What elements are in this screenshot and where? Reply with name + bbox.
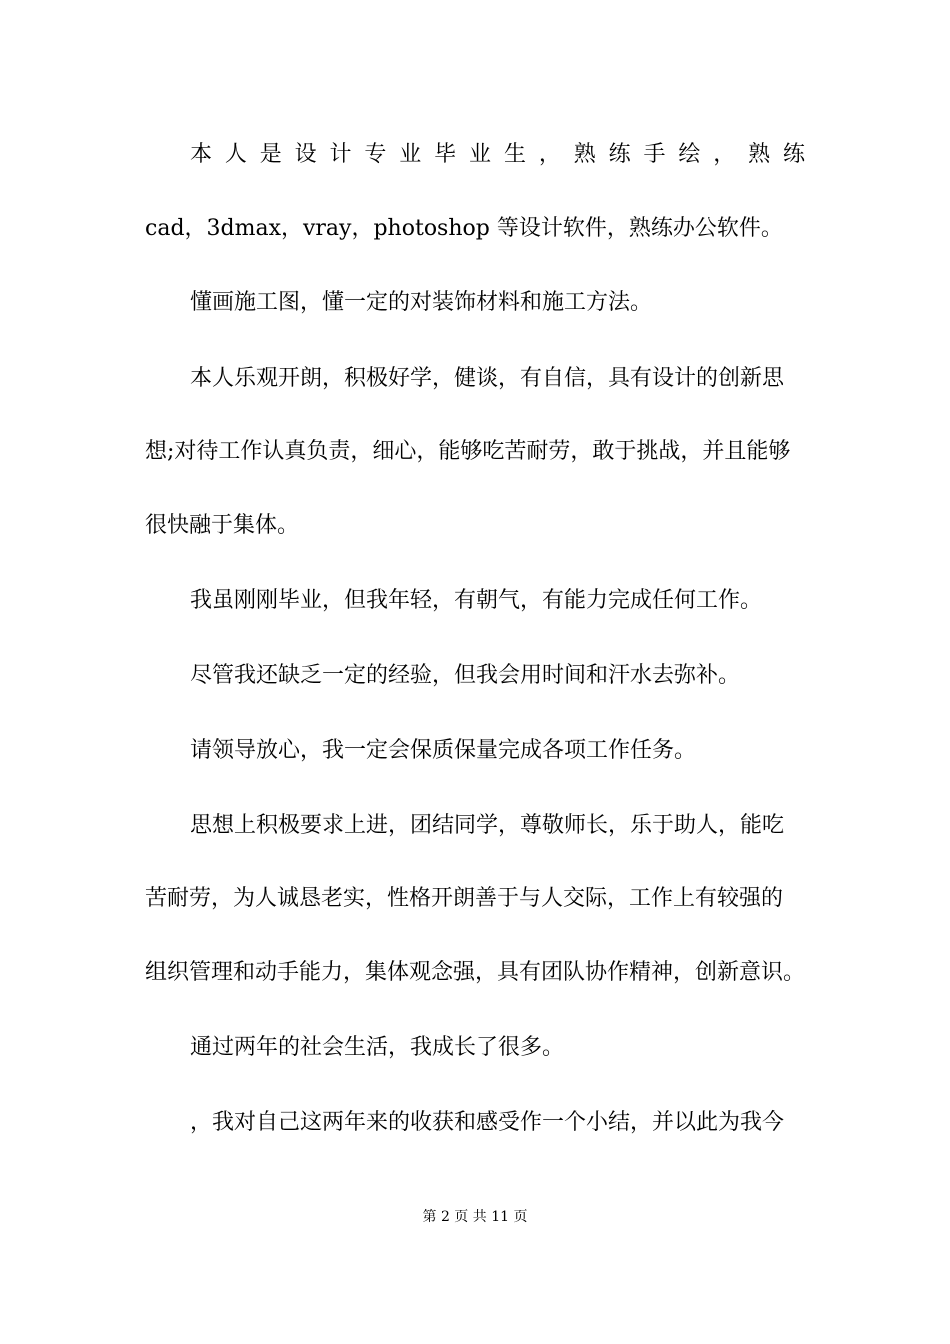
text-line: 请领导放心，我一定会保质保量完成各项工作任务。 [190,738,697,763]
text-line: 本 人 是 设 计 专 业 毕 业 生 ， 熟 练 手 绘 ， 熟 练 [190,142,805,167]
text-line: 尽管我还缺乏一定的经验，但我会用时间和汗水去弥补。 [190,663,741,688]
text-line: 组织管理和动手能力，集体观念强，具有团队协作精神，创新意识。 [145,960,806,985]
text-line: 很快融于集体。 [145,513,300,538]
text-line: ，我对自己这两年来的收获和感受作一个小结，并以此为我今 [190,1110,785,1135]
text-line: 苦耐劳，为人诚恳老实，性格开朗善于与人交际，工作上有较强的 [145,886,784,911]
text-line: 思想上积极要求上进，团结同学，尊敬师长，乐于助人，能吃 [190,813,785,838]
text-line: cad，3dmax，vray，photoshop 等设计软件，熟练办公软件。 [145,216,783,241]
page-number-footer: 第 2 页 共 11 页 [422,1209,528,1225]
text-line: 我虽刚刚毕业，但我年轻，有朝气，有能力完成任何工作。 [190,588,763,613]
text-line: 通过两年的社会生活，我成长了很多。 [190,1035,565,1060]
text-line: 想;对待工作认真负责，细心，能够吃苦耐劳，敢于挑战，并且能够 [145,439,791,464]
text-line: 懂画施工图，懂一定的对装饰材料和施工方法。 [190,290,653,315]
text-line: 本人乐观开朗，积极好学，健谈，有自信，具有设计的创新思 [190,366,785,391]
